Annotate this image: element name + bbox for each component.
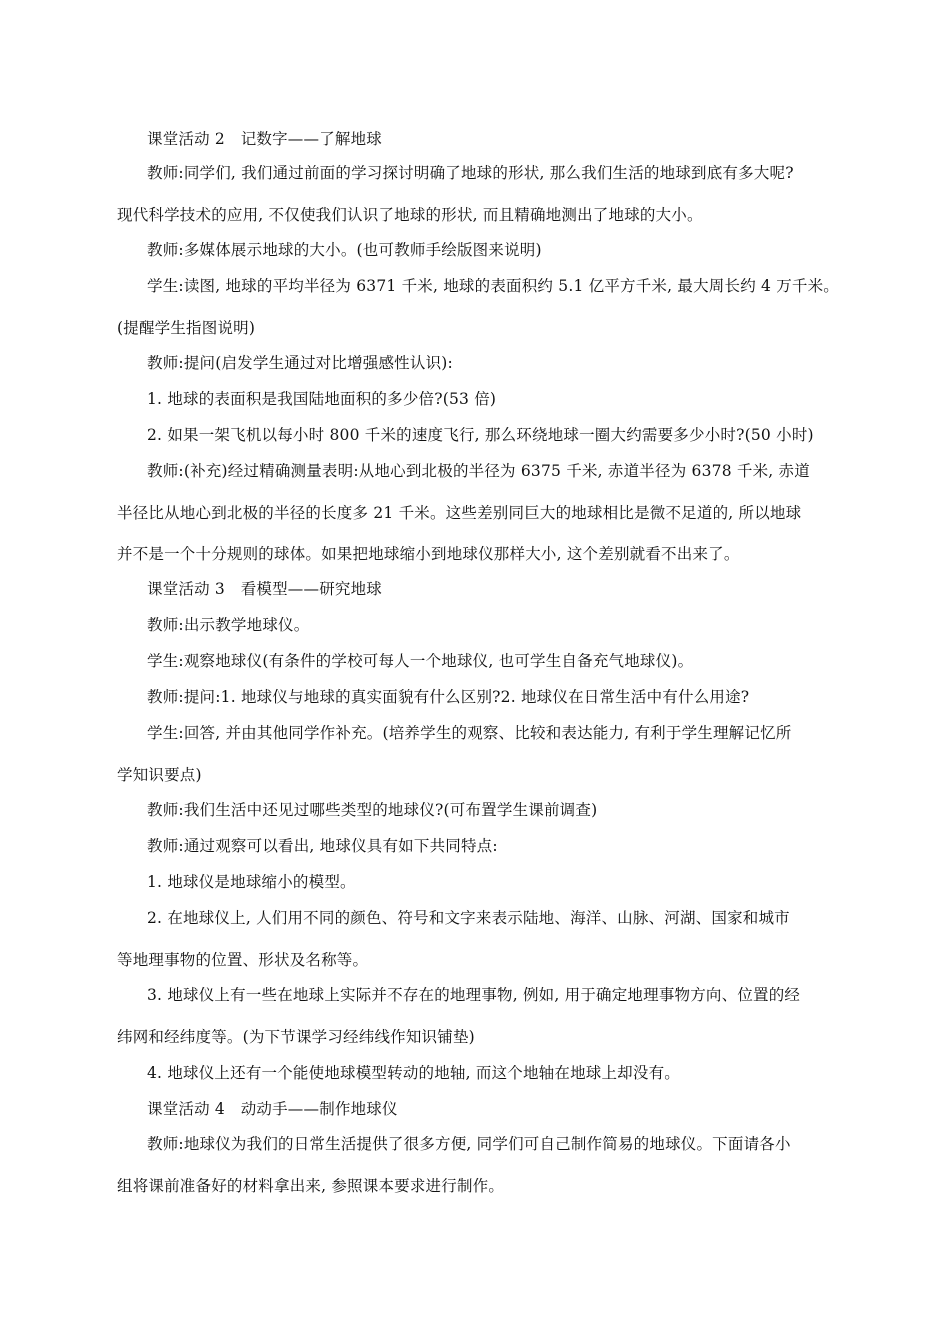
paragraph-line: 教师:提问(启发学生通过对比增强感性认识): — [147, 354, 453, 372]
paragraph-line: 学知识要点) — [117, 766, 202, 784]
heading-activity-4: 课堂活动 4 动动手——制作地球仪 — [147, 1100, 398, 1118]
paragraph-line: 纬网和经纬度等。(为下节课学习经纬线作知识铺垫) — [117, 1028, 475, 1046]
paragraph-line: 教师:多媒体展示地球的大小。(也可教师手绘版图来说明) — [147, 241, 542, 259]
list-item: 1. 地球仪是地球缩小的模型。 — [147, 873, 356, 891]
paragraph-line: 学生:观察地球仪(有条件的学校可每人一个地球仪, 也可学生自备充气地球仪)。 — [147, 652, 694, 670]
paragraph-line: 教师:地球仪为我们的日常生活提供了很多方便, 同学们可自己制作简易的地球仪。下面请各小 — [147, 1135, 791, 1153]
paragraph-line: 教师:我们生活中还见过哪些类型的地球仪?(可布置学生课前调查) — [147, 801, 598, 819]
list-item: 2. 在地球仪上, 人们用不同的颜色、符号和文字来表示陆地、海洋、山脉、河湖、国家和城市 — [147, 909, 790, 927]
paragraph-line: 等地理事物的位置、形状及名称等。 — [117, 951, 369, 969]
paragraph-line: 教师:提问:1. 地球仪与地球的真实面貌有什么区别?2. 地球仪在日常生活中有什么用途? — [147, 688, 750, 706]
paragraph-line: 并不是一个十分规则的球体。如果把地球缩小到地球仪那样大小, 这个差别就看不出来了。 — [117, 545, 740, 563]
paragraph-line: 学生:回答, 并由其他同学作补充。(培养学生的观察、比较和表达能力, 有利于学生理解记忆所 — [147, 724, 792, 742]
list-item: 2. 如果一架飞机以每小时 800 千米的速度飞行, 那么环绕地球一圈大约需要多少小时?(50 小时) — [147, 426, 814, 444]
heading-activity-2: 课堂活动 2 记数字——了解地球 — [147, 130, 382, 148]
paragraph-line: 教师:通过观察可以看出, 地球仪具有如下共同特点: — [147, 837, 498, 855]
paragraph-line: (提醒学生指图说明) — [117, 319, 256, 337]
paragraph-line: 教师:出示教学地球仪。 — [147, 616, 310, 634]
paragraph-line: 组将课前准备好的材料拿出来, 参照课本要求进行制作。 — [117, 1177, 505, 1195]
list-item: 4. 地球仪上还有一个能使地球模型转动的地轴, 而这个地轴在地球上却没有。 — [147, 1064, 680, 1082]
heading-activity-3: 课堂活动 3 看模型——研究地球 — [147, 580, 382, 598]
list-item: 3. 地球仪上有一些在地球上实际并不存在的地理事物, 例如, 用于确定地理事物方向、位置的经 — [147, 986, 801, 1004]
paragraph-line: 教师:(补充)经过精确测量表明:从地心到北极的半径为 6375 千米, 赤道半径为 6378 千米, 赤道 — [147, 462, 810, 480]
paragraph-line: 学生:读图, 地球的平均半径为 6371 千米, 地球的表面积约 5.1 亿平方千米, 最大周长约 4 万千米。 — [147, 277, 840, 295]
paragraph-line: 现代科学技术的应用, 不仅使我们认识了地球的形状, 而且精确地测出了地球的大小。 — [117, 206, 703, 224]
paragraph-line: 半径比从地心到北极的半径的长度多 21 千米。这些差别同巨大的地球相比是微不足道的, 所以地球 — [117, 504, 802, 522]
paragraph-line: 教师:同学们, 我们通过前面的学习探讨明确了地球的形状, 那么我们生活的地球到底有多大呢? — [147, 164, 794, 182]
list-item: 1. 地球的表面积是我国陆地面积的多少倍?(53 倍) — [147, 390, 497, 408]
